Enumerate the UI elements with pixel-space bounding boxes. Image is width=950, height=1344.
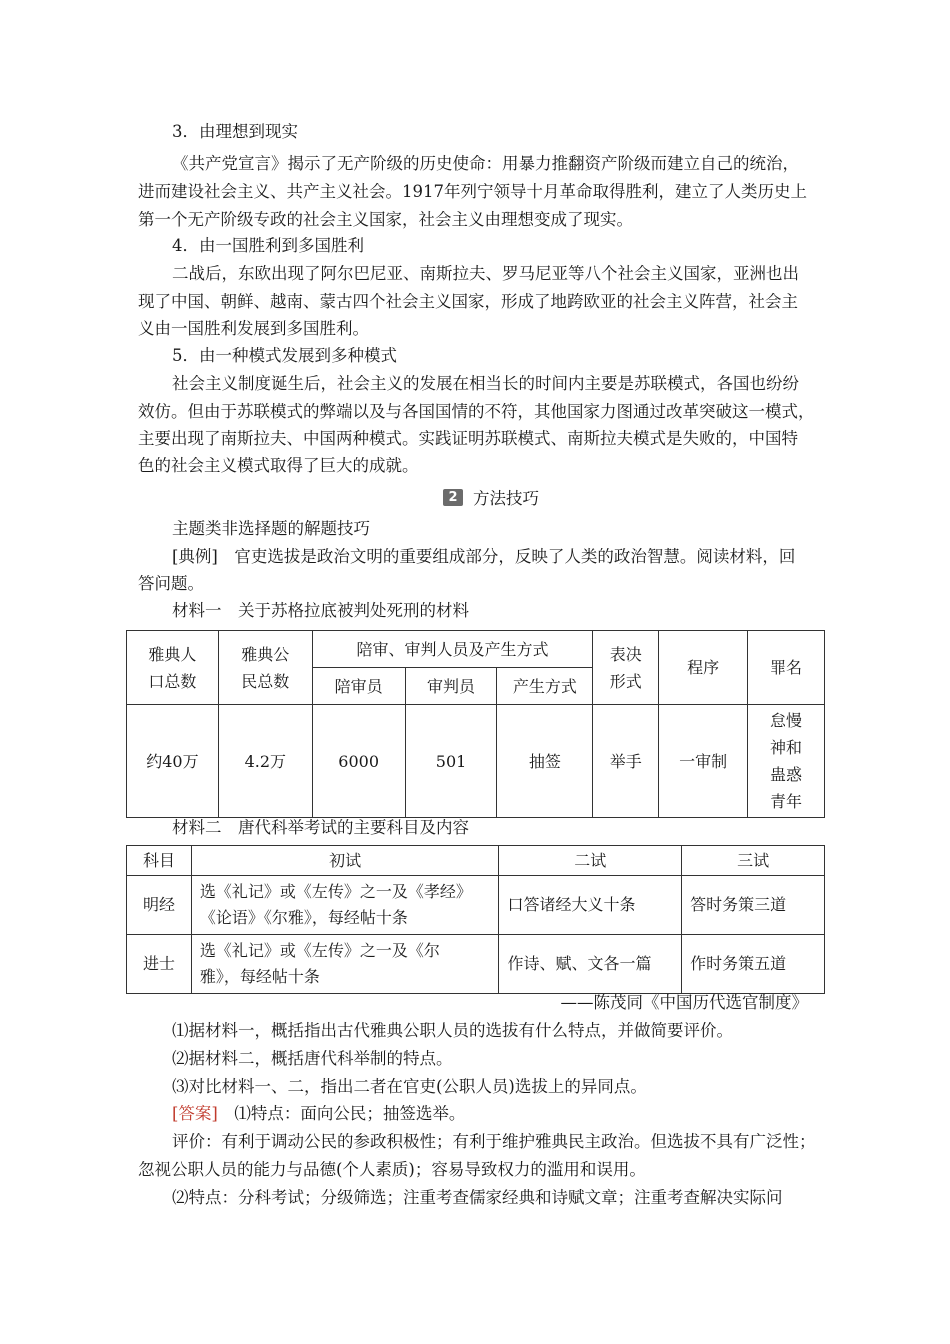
- cell-procedure: 一审制: [659, 705, 748, 818]
- evaluation-line: 评价：有利于调动公民的参政积极性；有利于维护雅典民主政治。但选拔不具有广泛性；: [172, 1132, 816, 1151]
- header-procedure: 程序: [659, 631, 748, 705]
- header-text: 形式: [609, 671, 642, 691]
- paragraph-line: 义由一国胜利发展到多国胜利。: [138, 319, 369, 338]
- paragraph-line: 《共产党宣言》揭示了无产阶级的历史使命：用暴力推翻资产阶级而建立自己的统治，: [172, 154, 799, 173]
- paragraph-line: 社会主义制度诞生后，社会主义的发展在相当长的时间内主要是苏联模式，各国也纷纷: [172, 374, 799, 393]
- material-1-table: [126, 630, 825, 818]
- material-2-table: [126, 845, 825, 994]
- header-text: 表决: [609, 644, 642, 664]
- cell-subject: 明经: [127, 876, 192, 935]
- cell-text: 选《礼记》或《左传》之一及《孝经》: [199, 882, 472, 901]
- header-vote-form: [593, 631, 659, 705]
- material-1-title: 材料一 关于苏格拉底被判处死刑的材料: [172, 601, 469, 620]
- header-text: 口总数: [148, 671, 197, 691]
- paragraph-line: 色的社会主义模式取得了巨大的成就。: [138, 456, 419, 475]
- header-first-exam: 初试: [191, 846, 499, 876]
- cell-charge: [748, 705, 825, 818]
- header-charge: 罪名: [748, 631, 825, 705]
- question-1: ⑴据材料一，概括指出古代雅典公职人员的选拔有什么特点，并做简要评价。: [172, 1021, 733, 1040]
- cell-citizens: 4.2万: [218, 705, 312, 818]
- charge-text: 神和: [770, 738, 803, 758]
- cell-subject: 进士: [127, 935, 192, 994]
- header-second-exam: 二试: [499, 846, 682, 876]
- header-athens-citizens: [218, 631, 312, 705]
- section-5-title: 5．由一种模式发展到多种模式: [172, 346, 397, 365]
- cell-first-exam: [191, 876, 499, 935]
- cell-population: 约40万: [127, 705, 219, 818]
- section-heading-text: 方法技巧: [473, 489, 539, 508]
- answer-text: ⑴特点：面向公民；抽签选举。: [217, 1104, 466, 1123]
- header-selection-method: 产生方式: [497, 668, 593, 705]
- cell-text: 雅》，每经帖十条: [199, 967, 320, 986]
- header-third-exam: 三试: [682, 846, 825, 876]
- cell-selection-method: 抽签: [497, 705, 593, 818]
- cell-text: 《论语》《尔雅》，每经帖十条: [199, 908, 408, 927]
- material-2-title: 材料二 唐代科举考试的主要科目及内容: [172, 818, 469, 837]
- cell-jurors: 6000: [312, 705, 405, 818]
- paragraph-line: 二战后，东欧出现了阿尔巴尼亚、南斯拉夫、罗马尼亚等八个社会主义国家，亚洲也出: [172, 264, 799, 283]
- question-3: ⑶对比材料一、二，指出二者在官吏(公职人员)选拔上的异同点。: [172, 1077, 647, 1096]
- header-subject: 科目: [127, 846, 192, 876]
- header-jurors: 陪审员: [312, 668, 405, 705]
- header-text: 雅典人: [148, 644, 197, 664]
- charge-text: 青年: [770, 792, 803, 812]
- answer-line: ⑵特点：分科考试；分级筛选；注重考查儒家经典和诗赋文章；注重考查解决实际问: [172, 1188, 783, 1207]
- cell-third-exam: 答时务策三道: [682, 876, 825, 935]
- section-number-badge: 2: [443, 489, 463, 506]
- cell-second-exam: 口答诸经大义十条: [499, 876, 682, 935]
- header-text: 民总数: [241, 671, 290, 691]
- cell-third-exam: 作时务策五道: [682, 935, 825, 994]
- section-3-title: 3．由理想到现实: [172, 122, 298, 141]
- cell-first-exam: [191, 935, 499, 994]
- section-heading: [443, 486, 539, 508]
- question-2: ⑵据材料二，概括唐代科举制的特点。: [172, 1049, 453, 1068]
- section-4-title: 4．由一国胜利到多国胜利: [172, 236, 364, 255]
- evaluation-line: 忽视公职人员的能力与品德(个人素质)；容易导致权力的滥用和误用。: [138, 1160, 646, 1179]
- cell-judges: 501: [405, 705, 497, 818]
- method-subtitle: 主题类非选择题的解题技巧: [172, 519, 370, 538]
- charge-text: 怠慢: [770, 711, 803, 731]
- header-jury-group: 陪审、审判人员及产生方式: [312, 631, 593, 668]
- cell-vote-form: 举手: [593, 705, 659, 818]
- charge-text: 蛊惑: [770, 765, 803, 785]
- paragraph-line: 进而建设社会主义、共产主义社会。1917年列宁领导十月革命取得胜利，建立了人类历史上: [138, 182, 807, 201]
- header-judges: 审判员: [405, 668, 497, 705]
- paragraph-line: 现了中国、朝鲜、越南、蒙古四个社会主义国家，形成了地跨欧亚的社会主义阵营，社会主: [138, 292, 798, 311]
- cell-second-exam: 作诗、赋、文各一篇: [499, 935, 682, 994]
- header-athens-population: [127, 631, 219, 705]
- source-citation: ——陈茂同《中国历代选官制度》: [560, 993, 808, 1012]
- example-line: [典例] 官吏选拔是政治文明的重要组成部分，反映了人类的政治智慧。阅读材料，回: [172, 547, 796, 566]
- header-text: 雅典公: [241, 644, 290, 664]
- answer-line: [172, 1104, 465, 1124]
- paragraph-line: 主要出现了南斯拉夫、中国两种模式。实践证明苏联模式、南斯拉夫模式是失败的，中国特: [138, 429, 798, 448]
- paragraph-line: 效仿。但由于苏联模式的弊端以及与各国国情的不符，其他国家力图通过改革突破这一模式，: [138, 402, 815, 421]
- example-line: 答问题。: [138, 574, 204, 593]
- cell-text: 选《礼记》或《左传》之一及《尔: [199, 941, 440, 960]
- answer-label: [答案]: [172, 1104, 218, 1123]
- paragraph-line: 第一个无产阶级专政的社会主义国家，社会主义由理想变成了现实。: [138, 210, 633, 229]
